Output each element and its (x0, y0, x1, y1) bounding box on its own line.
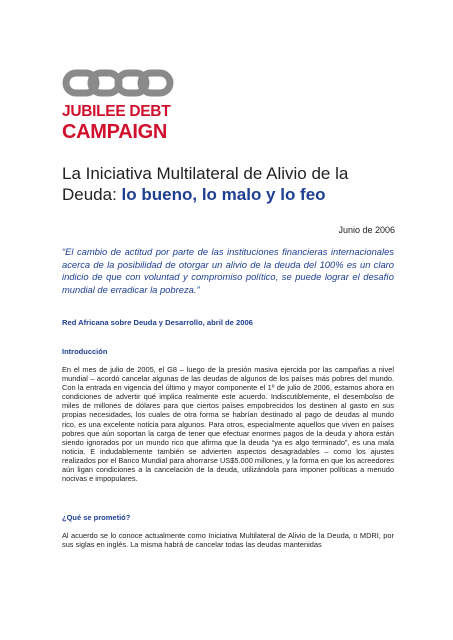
logo-line-2: CAMPAIGN (62, 121, 168, 143)
jubilee-debt-campaign-logo (62, 66, 174, 144)
document-title (62, 163, 402, 205)
title-highlight: lo bueno, lo malo y lo feo (121, 185, 326, 204)
document-date: Junio de 2006 (338, 225, 395, 235)
epigraph-quote: “El cambio de actitud por parte de las instituciones financieras internacionales acerca de la posibilidad de otorgar un alivio de la deuda del 100% es un claro indicio de que con voluntad y compromiso político, se puede lograr el desafío mundial de erradicar la pobreza.” (62, 246, 394, 295)
section-body-introduccion: En el mes de julio de 2005, el G8 – luego de la presión masiva ejercida por las campañas a nivel mundial – acordó cancelar algunas de las deudas de algunos de los países más pobres del mundo. Con la entrada en vigencia del último y mayor componente el 1º de julio de 2006, estamos ahora en condiciones de advertir qué implica realmente este acuerdo. Indiscutiblemente, el desembolso de miles de millones de dólares para que ciertos países empobrecidos los destinen al gasto en sus propias necesidades, los cuales de otra forma se habrían destinado al pago de deudas al mundo rico, es una excelente noticia para algunos. Para otros, especialmente aquellos que viven en países pobres que aún soportan la carga de tener que efectuar enormes pagos de la deuda y ahora están siendo ignorados por un mundo rico que afirma que la deuda “ya es algo terminado”, es una mala noticia. E indudablemente también se advierten aspectos desagradables – como los ajustes realizados por el Banco Mundial para ahorrarse US$5.000 millones, y la forma en que los acreedores aún ligan condiciones a la cancelación de la deuda, utilizándola para imponer políticas a menudo nocivas e impopulares. (62, 365, 394, 484)
section-heading-introduccion: Introducción (62, 347, 108, 356)
section-body-que-se-prometio: Al acuerdo se lo conoce actualmente como Iniciativa Multilateral de Alivio de la Deuda, o MDRI, por sus siglas en inglés. La misma habrá de cancelar todas las deudas mantenidas (62, 531, 394, 550)
chain-links-icon (62, 66, 174, 100)
section-heading-que-se-prometio: ¿Qué se prometió? (62, 513, 131, 522)
logo-line-1: JUBILEE DEBT (62, 103, 171, 120)
quote-source: Red Africana sobre Deuda y Desarrollo, abril de 2006 (62, 318, 253, 327)
title-prefix: La Iniciativa Multilateral de Alivio de la Deuda: (62, 164, 349, 204)
